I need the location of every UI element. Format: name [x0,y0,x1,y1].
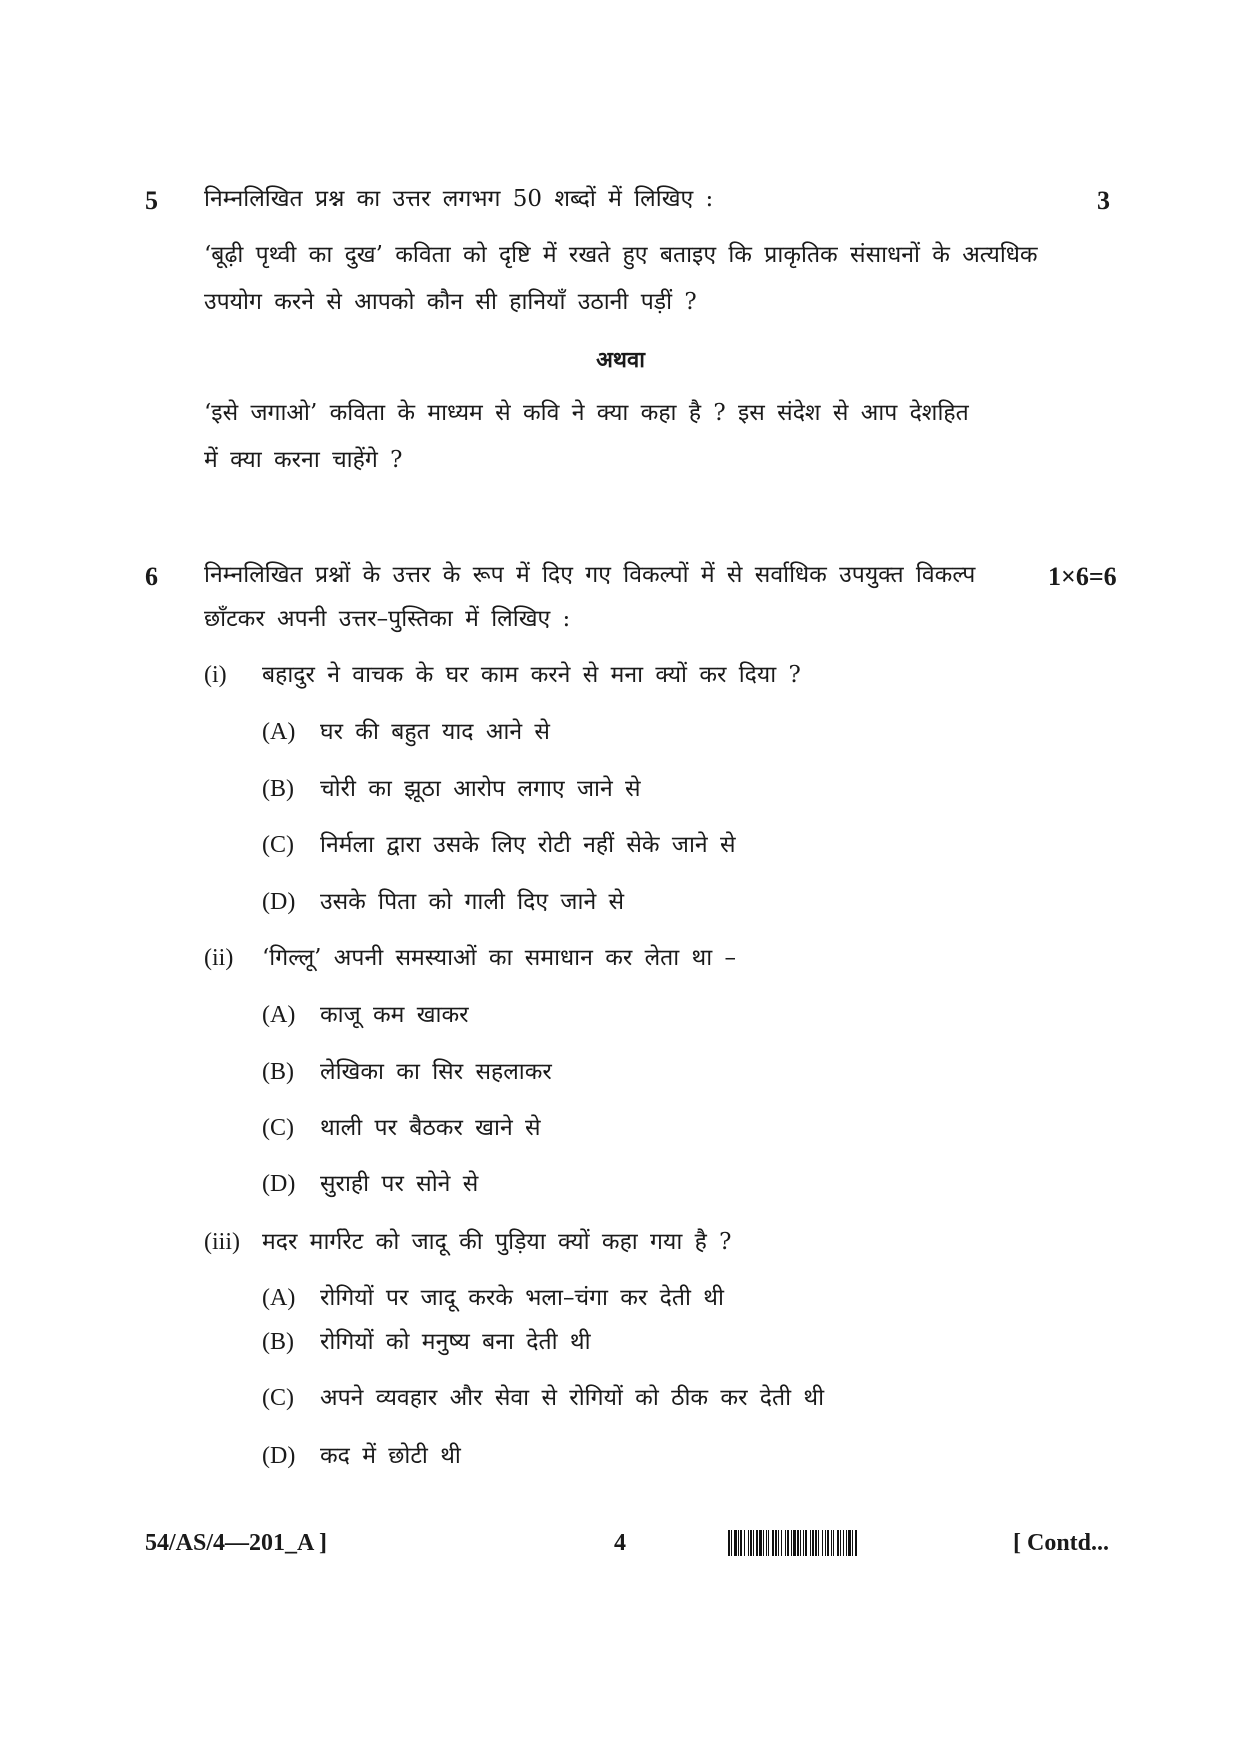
barcode-bar [740,1530,742,1556]
q5-number: 5 [145,186,158,215]
barcode-bar [781,1530,782,1556]
barcode-bar [855,1530,857,1556]
barcode-bar [848,1530,851,1556]
barcode-bar [791,1530,792,1556]
barcode-bar [803,1530,804,1556]
barcode-bar [833,1530,834,1556]
q6-marks: 1×6=6 [1048,562,1117,591]
q6-instruction-line2: छाँटकर अपनी उत्तर–पुस्तिका में लिखिए : [204,606,571,632]
barcode-bar [805,1530,807,1556]
option-label: (D) [262,889,296,915]
barcode-bar [738,1530,739,1556]
subquestion-label: (iii) [204,1229,240,1255]
barcode-bar [766,1530,767,1556]
option-text: लेखिका का सिर सहलाकर [320,1059,552,1085]
option-text: घर की बहुत याद आने से [320,719,550,745]
barcode-bar [750,1530,752,1556]
barcode-bar [763,1530,764,1556]
q6-number: 6 [145,562,158,591]
option-text: अपने व्यवहार और सेवा से रोगियों को ठीक कर देती थी [320,1385,825,1411]
barcode-bar [759,1530,762,1556]
barcode-bar [815,1530,817,1556]
option-text: सुराही पर सोने से [320,1171,479,1197]
q5-question-line1: ‘बूढ़ी पृथ्वी का दुख’ कविता को दृष्टि में रखते हुए बताइए कि प्राकृतिक संसाधनों के अत्यधिक [204,242,1038,268]
barcode-bar [772,1530,774,1556]
option-text: काजू कम खाकर [320,1002,469,1028]
barcode-bar [768,1530,769,1556]
option-text: थाली पर बैठकर खाने से [320,1115,541,1141]
barcode-bar [785,1530,786,1556]
barcode-bar [840,1530,841,1556]
barcode-bar [787,1530,789,1556]
barcode-bar [831,1530,832,1556]
barcode-bar [734,1530,737,1556]
barcode-bar [744,1530,745,1556]
barcode-bar [793,1530,796,1556]
barcode-bar [778,1530,779,1556]
option-text: रोगियों को मनुष्य बना देती थी [320,1329,591,1355]
q5-or-heading: अथवा [596,347,645,373]
option-label: (B) [262,1059,294,1085]
paper-code: 54/AS/4—201_A ] [145,1530,328,1556]
subquestion-text: ‘गिल्लू’ अपनी समस्याओं का समाधान कर लेता था – [262,945,737,971]
barcode-bar [827,1530,829,1556]
barcode-bar [756,1530,758,1556]
barcode-bar [843,1530,844,1556]
q5-marks: 3 [1097,186,1110,215]
option-label: (A) [262,1285,296,1311]
contd-label: [ Contd... [1013,1530,1110,1556]
barcode-bar [812,1530,814,1556]
subquestion-label: (i) [204,662,227,688]
option-label: (A) [262,719,296,745]
barcode-bar [800,1530,801,1556]
q5-alt-line2: में क्या करना चाहेंगे ? [204,447,403,473]
q5-instruction: निम्नलिखित प्रश्न का उत्तर लगभग 50 शब्दों में लिखिए : [204,186,714,212]
barcode-bar [775,1530,777,1556]
barcode-bar [846,1530,847,1556]
q5-question-line2: उपयोग करने से आपको कौन सी हानियाँ उठानी पड़ीं ? [204,289,697,315]
barcode-image [728,1530,986,1556]
barcode-bar [728,1530,730,1556]
barcode-bar [825,1530,826,1556]
q5-alt-line1: ‘इसे जगाओ’ कविता के माध्यम से कवि ने क्या कहा है ? इस संदेश से आप देशहित [204,400,969,426]
option-text: कद में छोटी थी [320,1443,461,1469]
barcode-bar [818,1530,819,1556]
subquestion-text: बहादुर ने वाचक के घर काम करने से मना क्यों कर दिया ? [262,662,801,688]
barcode-bar [852,1530,853,1556]
option-label: (C) [262,1385,294,1411]
barcode-bar [753,1530,754,1556]
option-text: निर्मला द्वारा उसके लिए रोटी नहीं सेके जाने से [320,832,736,858]
q6-instruction-line1: निम्नलिखित प्रश्नों के उत्तर के रूप में दिए गए विकल्पों में से सर्वाधिक उपयुक्त विकल्प [204,562,976,588]
option-label: (D) [262,1171,296,1197]
barcode-bar [837,1530,839,1556]
page-number: 4 [614,1530,626,1556]
barcode-bar [748,1530,749,1556]
option-label: (B) [262,1329,294,1355]
option-text: उसके पिता को गाली दिए जाने से [320,889,625,915]
option-text: चोरी का झूठा आरोप लगाए जाने से [320,776,641,802]
barcode-bar [797,1530,799,1556]
barcode-bar [810,1530,811,1556]
option-label: (B) [262,776,294,802]
subquestion-label: (ii) [204,945,234,971]
option-label: (A) [262,1002,296,1028]
option-text: रोगियों पर जादू करके भला–चंगा कर देती थी [320,1285,724,1311]
barcode-bar [822,1530,823,1556]
option-label: (C) [262,1115,294,1141]
subquestion-text: मदर मार्गरेट को जादू की पुड़िया क्यों कहा गया है ? [262,1229,732,1255]
barcode-bar [731,1530,732,1556]
option-label: (D) [262,1443,296,1469]
option-label: (C) [262,832,294,858]
